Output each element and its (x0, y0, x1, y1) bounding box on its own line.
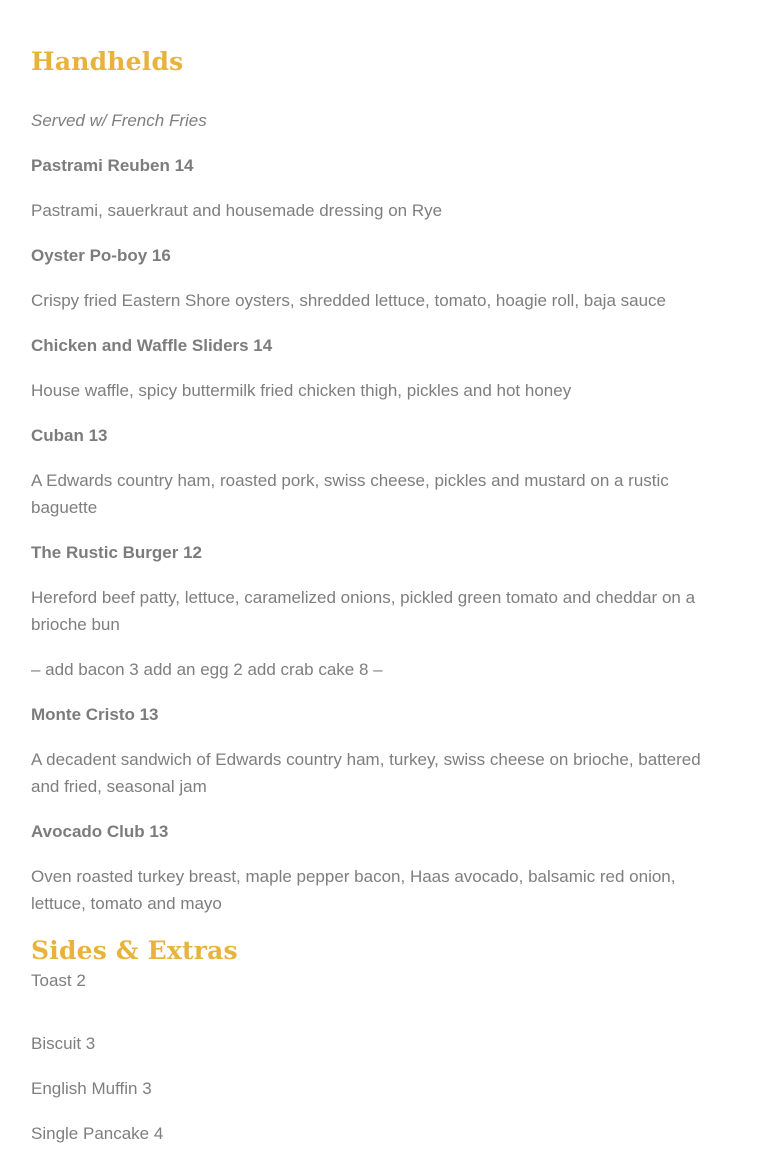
handhelds-list (31, 107, 731, 935)
menu-item-description: House waffle, spicy buttermilk fried chicken thigh, pickles and hot honey (31, 381, 572, 400)
menu-item-name: Pastrami Reuben 14 (31, 156, 194, 175)
sides-heading: Sides & Extras (31, 936, 238, 965)
menu-item-description: A decadent sandwich of Edwards country ham, turkey, swiss cheese on brioche, battered and fried, seasonal jam (31, 750, 701, 796)
menu-item-name: Cuban 13 (31, 426, 108, 445)
handhelds-subtitle: Served w/ French Fries (31, 111, 207, 130)
menu-item-addons: – add bacon 3 add an egg 2 add crab cake 8 – (31, 660, 383, 679)
menu-item-description: Pastrami, sauerkraut and housemade dressing on Rye (31, 201, 443, 220)
side-item: Single Pancake 4 (31, 1124, 164, 1143)
menu-item-name: Oyster Po-boy 16 (31, 246, 171, 265)
side-item: English Muffin 3 (31, 1079, 152, 1098)
menu-item-name: Avocado Club 13 (31, 822, 169, 841)
menu-item-description: Oven roasted turkey breast, maple pepper bacon, Haas avocado, balsamic red onion, lettuce, tomato and mayo (31, 867, 676, 913)
sides-list (31, 967, 731, 1165)
side-item: Toast 2 (31, 971, 86, 990)
menu-item-description: Crispy fried Eastern Shore oysters, shredded lettuce, tomato, hoagie roll, baja sauce (31, 291, 667, 310)
menu-item-name: Chicken and Waffle Sliders 14 (31, 336, 273, 355)
menu-item-name: Monte Cristo 13 (31, 705, 159, 724)
side-item: Biscuit 3 (31, 1034, 96, 1053)
menu-item-description: A Edwards country ham, roasted pork, swiss cheese, pickles and mustard on a rustic baguette (31, 471, 669, 517)
handhelds-heading: Handhelds (31, 47, 184, 76)
menu-item-description: Hereford beef patty, lettuce, caramelized onions, pickled green tomato and cheddar on a brioche bun (31, 588, 696, 634)
menu-item-name: The Rustic Burger 12 (31, 543, 202, 562)
